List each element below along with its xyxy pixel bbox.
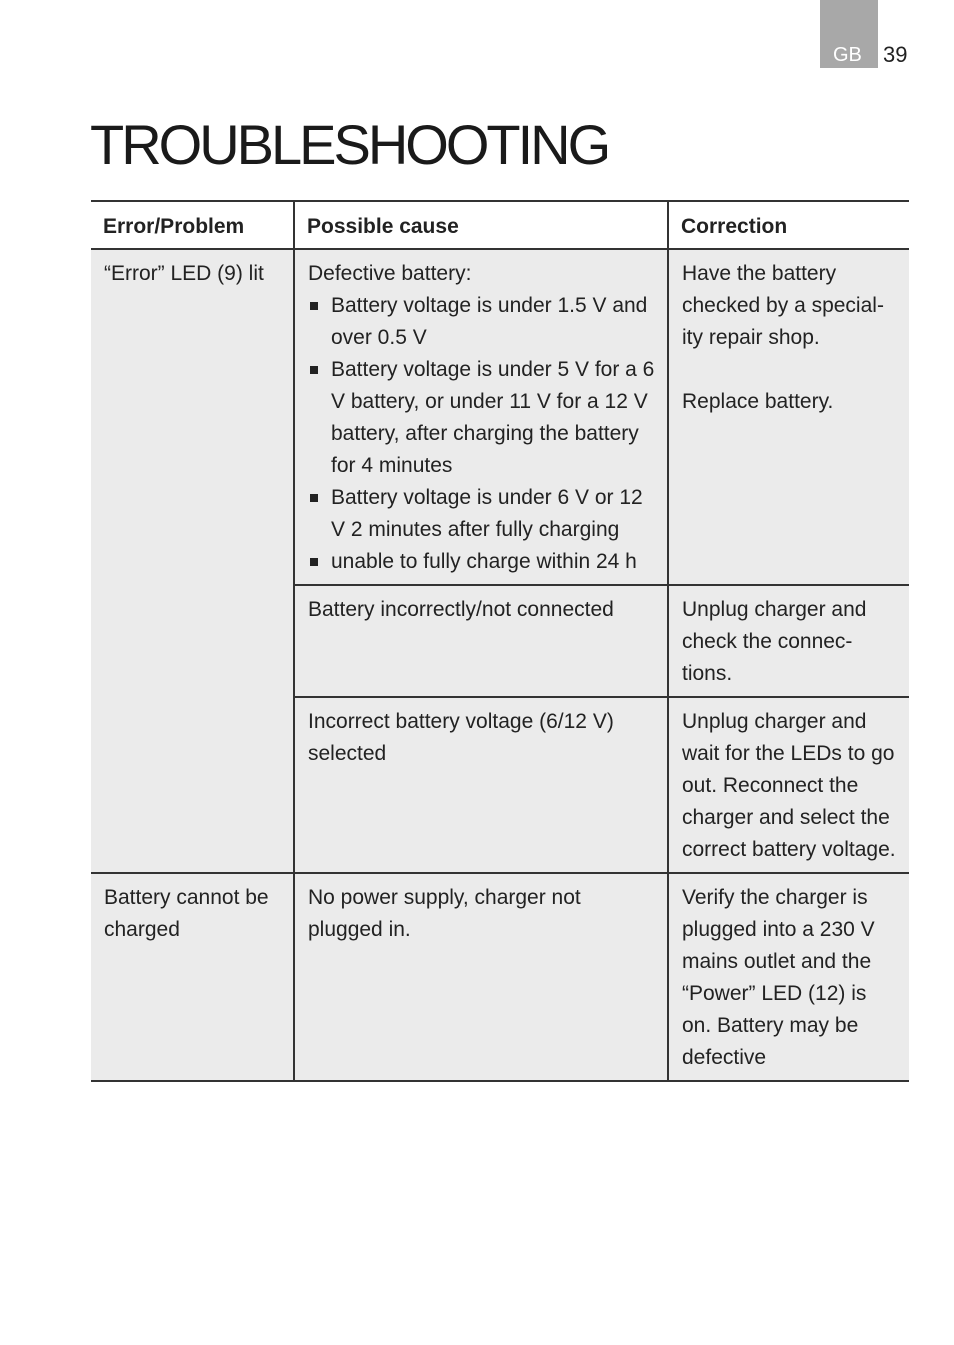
cause-bullet-list (308, 290, 655, 578)
cause-intro: Defective battery: (308, 262, 472, 285)
table-row (91, 249, 909, 585)
language-label: GB (833, 44, 862, 66)
column-header-correction: Correction (668, 201, 909, 249)
correction-text: Have the battery checked by a special-ity repair shop. (682, 262, 884, 349)
correction-cell (668, 249, 909, 585)
correction-text: Replace battery. (682, 390, 834, 413)
table-header-row (91, 201, 909, 249)
bullet-item: Battery voltage is under 5 V for a 6 V battery, or under 11 V for a 12 V battery, after charging the battery for 4 minutes (308, 354, 655, 482)
correction-cell: Unplug charger and wait for the LEDs to go out. Reconnect the charger and select the correct battery voltage. (668, 697, 909, 873)
correction-cell: Unplug charger and check the connec-tions. (668, 585, 909, 697)
correction-cell: Verify the charger is plugged into a 230 V mains outlet and the “Power” LED (12) is on. Battery may be defective (668, 873, 909, 1081)
column-header-problem: Error/Problem (91, 201, 294, 249)
page-title: TROUBLESHOOTING (90, 113, 609, 176)
cause-cell: Battery incorrectly/not connected (294, 585, 668, 697)
cause-cell (294, 249, 668, 585)
page-number: 39 (883, 42, 908, 67)
problem-cell: “Error” LED (9) lit (91, 249, 294, 873)
bullet-item: Battery voltage is under 1.5 V and over 0.5 V (308, 290, 655, 354)
cause-cell: Incorrect battery voltage (6/12 V) selected (294, 697, 668, 873)
column-header-cause: Possible cause (294, 201, 668, 249)
problem-cell: Battery cannot be charged (91, 873, 294, 1081)
bullet-item: Battery voltage is under 6 V or 12 V 2 minutes after fully charging (308, 482, 655, 546)
troubleshooting-table (91, 200, 909, 1082)
table-row (91, 873, 909, 1081)
paragraph-gap (682, 354, 897, 386)
cause-cell: No power supply, charger not plugged in. (294, 873, 668, 1081)
bullet-item: unable to fully charge within 24 h (308, 546, 655, 578)
